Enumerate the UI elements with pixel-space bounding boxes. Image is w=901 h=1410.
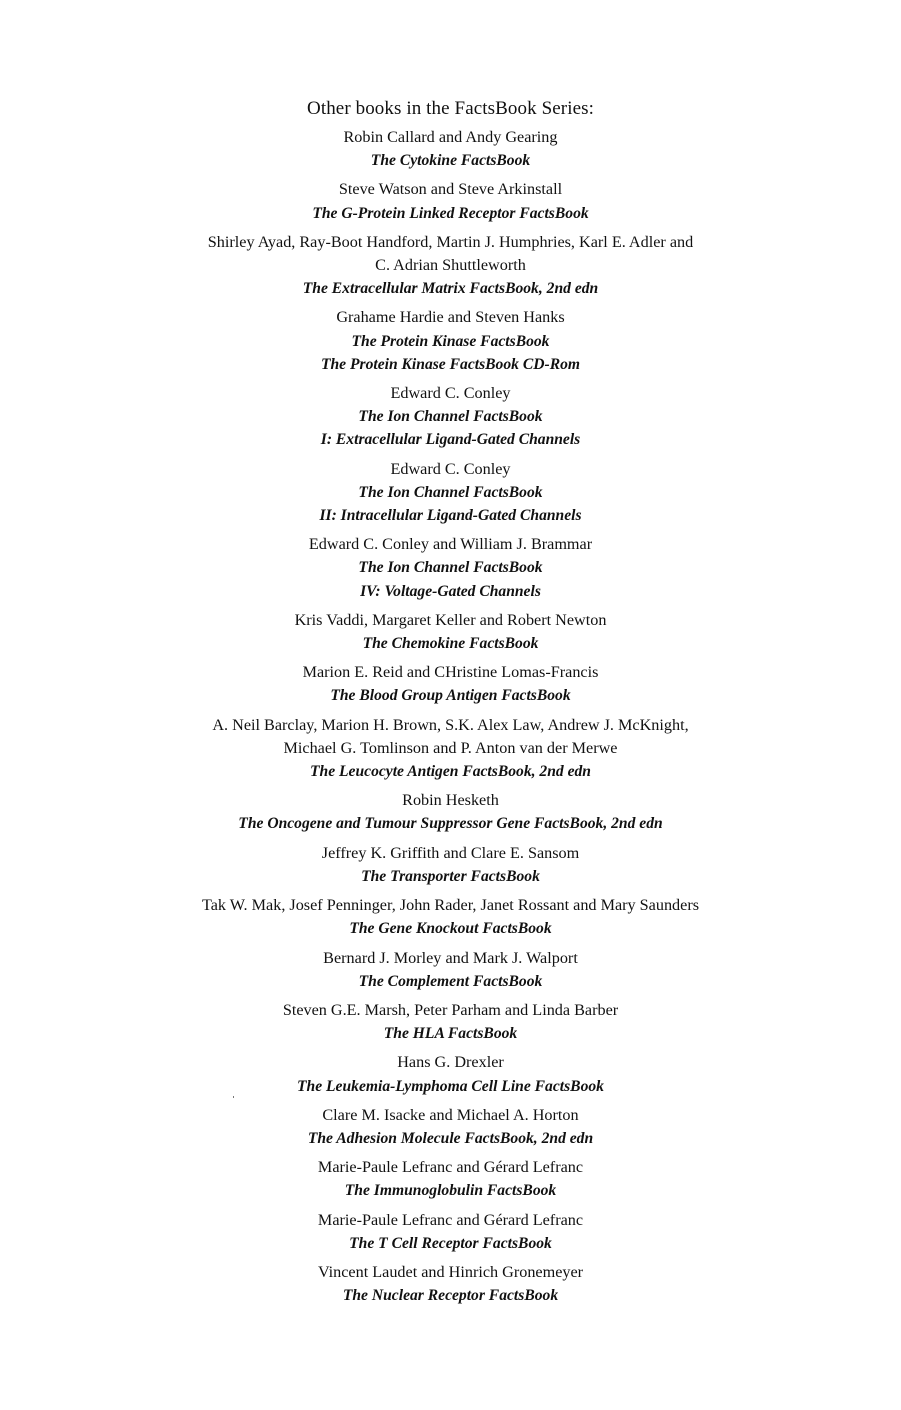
- book-authors: Edward C. Conley and William J. Brammar: [308, 535, 593, 554]
- book-authors: Marie-Paule Lefranc and Gérard Lefranc: [317, 1158, 584, 1177]
- book-title: The Ion Channel FactsBook: [358, 483, 543, 501]
- book-title: The Immunoglobulin FactsBook: [344, 1182, 557, 1200]
- book-entry: [0, 306, 901, 376]
- book-title: The Nuclear Receptor FactsBook: [342, 1287, 559, 1305]
- book-entry: [0, 894, 901, 940]
- book-title: The Leukemia-Lymphoma Cell Line FactsBook: [297, 1077, 604, 1095]
- book-title: The Gene Knockout FactsBook: [349, 920, 552, 938]
- book-entry: [0, 842, 901, 888]
- book-title: The Complement FactsBook: [358, 972, 543, 990]
- book-authors: Robin Hesketh: [402, 791, 499, 810]
- book-title: The Protein Kinase FactsBook: [351, 332, 550, 350]
- book-authors: Marion E. Reid and CHristine Lomas-Francis: [302, 663, 599, 682]
- book-title: II: Intracellular Ligand-Gated Channels: [319, 507, 582, 525]
- book-title: I: Extracellular Ligand-Gated Channels: [320, 431, 581, 449]
- book-title: The Blood Group Antigen FactsBook: [330, 687, 571, 705]
- book-entries: [0, 126, 901, 1307]
- book-list-page: [0, 97, 901, 1313]
- book-title: The Ion Channel FactsBook: [358, 559, 543, 577]
- book-authors: Robin Callard and Andy Gearing: [343, 128, 558, 146]
- book-entry: [0, 1209, 901, 1255]
- book-entry: [0, 382, 901, 452]
- book-entry: [0, 999, 901, 1045]
- book-title: The Extracellular Matrix FactsBook, 2nd edn: [302, 280, 599, 298]
- book-title: The Ion Channel FactsBook: [358, 408, 543, 426]
- book-authors: Steve Watson and Steve Arkinstall: [338, 180, 563, 199]
- book-title: The Leucocyte Antigen FactsBook, 2nd edn: [310, 763, 591, 781]
- book-authors: Jeffrey K. Griffith and Clare E. Sansom: [321, 843, 580, 862]
- book-entry: [0, 533, 901, 603]
- book-entry: [0, 661, 901, 707]
- book-entry: [0, 1104, 901, 1150]
- scan-speck: [233, 1096, 234, 1098]
- book-entry: [0, 1261, 901, 1307]
- book-entry: [0, 231, 901, 301]
- book-authors: Tak W. Mak, Josef Penninger, John Rader, Janet Rossant and Mary Saunders: [201, 896, 700, 915]
- book-title: The Oncogene and Tumour Suppressor Gene FactsBook, 2nd edn: [238, 815, 663, 833]
- book-authors: Clare M. Isacke and Michael A. Horton: [322, 1105, 579, 1124]
- book-entry: [0, 947, 901, 993]
- book-authors: Kris Vaddi, Margaret Keller and Robert Newton: [294, 610, 607, 629]
- book-entry: [0, 178, 901, 224]
- book-entry: [0, 458, 901, 528]
- page-heading: Other books in the FactsBook Series:: [307, 98, 594, 119]
- book-authors: Bernard J. Morley and Mark J. Walport: [323, 948, 578, 967]
- book-entry: [0, 126, 901, 172]
- book-title: The Cytokine FactsBook: [370, 152, 531, 170]
- book-authors: A. Neil Barclay, Marion H. Brown, S.K. Alex Law, Andrew J. McKnight,: [212, 715, 689, 734]
- book-title: IV: Voltage-Gated Channels: [360, 582, 541, 600]
- book-authors: Grahame Hardie and Steven Hanks: [336, 308, 565, 327]
- book-title: The Protein Kinase FactsBook CD-Rom: [320, 355, 581, 373]
- book-title: The Transporter FactsBook: [361, 867, 540, 885]
- book-title: The Adhesion Molecule FactsBook, 2nd edn: [307, 1129, 594, 1147]
- book-authors: Hans G. Drexler: [397, 1053, 504, 1072]
- book-entry: [0, 714, 901, 784]
- book-entry: [0, 1051, 901, 1097]
- book-authors: Edward C. Conley: [390, 384, 511, 403]
- book-authors: Edward C. Conley: [390, 459, 511, 478]
- book-title: The HLA FactsBook: [383, 1025, 518, 1043]
- book-title: The T Cell Receptor FactsBook: [349, 1234, 552, 1252]
- book-authors: Michael G. Tomlinson and P. Anton van der Merwe: [283, 738, 618, 757]
- book-authors: Shirley Ayad, Ray-Boot Handford, Martin J. Humphries, Karl E. Adler and: [207, 232, 694, 251]
- book-title: The Chemokine FactsBook: [362, 635, 539, 653]
- book-authors: C. Adrian Shuttleworth: [375, 256, 526, 275]
- book-entry: [0, 789, 901, 835]
- book-entry: [0, 1156, 901, 1202]
- book-title: The G-Protein Linked Receptor FactsBook: [312, 204, 589, 222]
- book-authors: Marie-Paule Lefranc and Gérard Lefranc: [317, 1210, 584, 1229]
- book-authors: Steven G.E. Marsh, Peter Parham and Linda Barber: [282, 1000, 619, 1019]
- book-entry: [0, 609, 901, 655]
- book-authors: Vincent Laudet and Hinrich Gronemeyer: [317, 1262, 584, 1281]
